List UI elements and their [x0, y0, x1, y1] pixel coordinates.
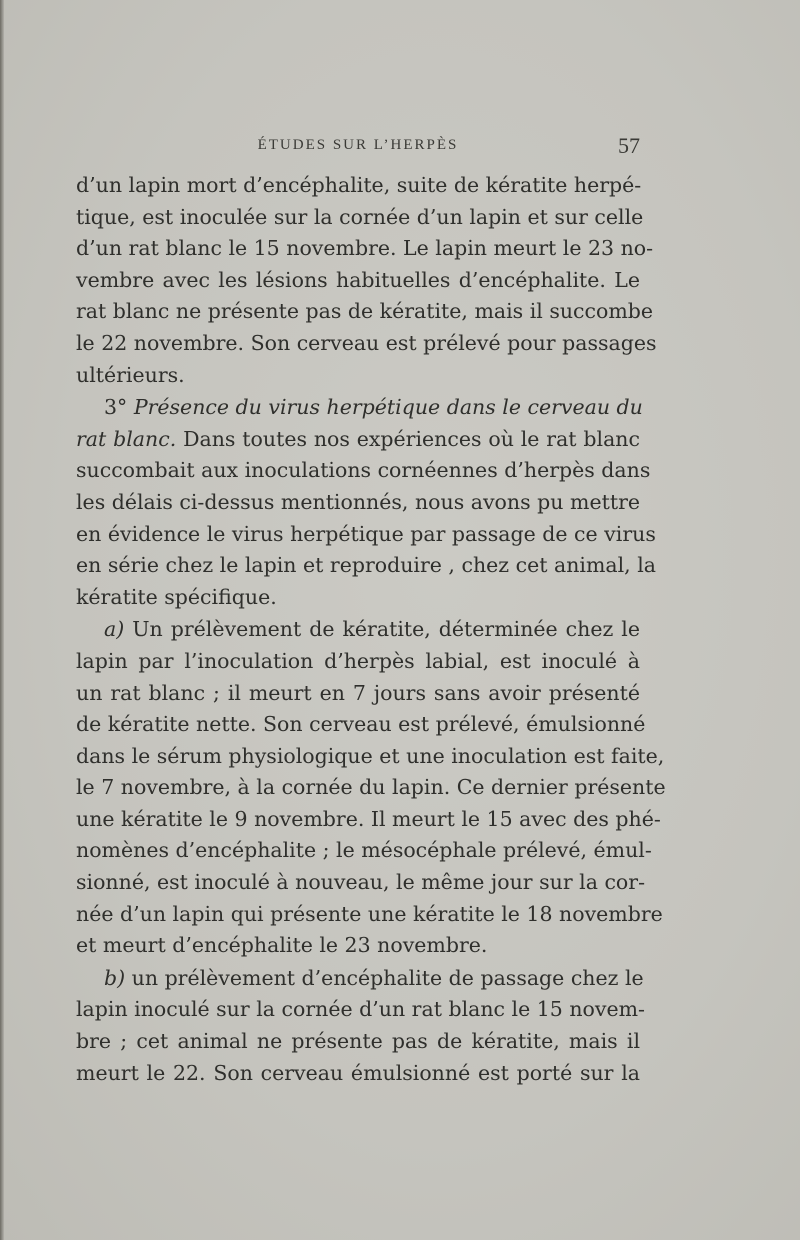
section-number: 3° [104, 395, 134, 420]
list-marker-a: a) [104, 617, 125, 642]
text-line: de kératite nette. Son cerveau est prélevé, émulsionné [76, 712, 646, 737]
section-text-start: Dans toutes nos expériences où le rat blanc [176, 426, 640, 451]
section-title-italic-cont: rat blanc. [76, 426, 177, 451]
text-line: vembre avec les lésions habituelles d’encéphalite. Le [76, 267, 640, 292]
text-line: un rat blanc ; il meurt en 7 jours sans avoir présenté [76, 680, 640, 705]
text-line: lapin inoculé sur la cornée d’un rat blanc le 15 novem- [76, 997, 645, 1022]
text-line [76, 392, 643, 424]
text-line [76, 424, 640, 456]
paragraph-1 [76, 170, 657, 391]
text-line: le 7 novembre, à la cornée du lapin. Ce dernier présente [76, 775, 666, 800]
text-line: le 22 novembre. Son cerveau est prélevé pour passages [76, 330, 657, 355]
text-line [76, 963, 644, 995]
page-number: 57 [618, 133, 640, 158]
text-line: nomènes d’encéphalite ; le mésocéphale prélevé, émul- [76, 838, 652, 863]
body-text [76, 170, 666, 1089]
text-line: en série chez le lapin et reproduire , chez cet animal, la [76, 553, 656, 578]
text-line [76, 614, 640, 646]
running-head: ÉTUDES SUR L’HERPÈS [257, 137, 459, 153]
text-line: succombait aux inoculations cornéennes d’herpès dans [76, 458, 651, 483]
paragraph-a [76, 614, 666, 962]
text-line: meurt le 22. Son cerveau émulsionné est porté sur la [76, 1060, 640, 1085]
text-line: kératite spécifique. [76, 584, 277, 609]
text-line: dans le sérum physiologique et une inoculation est faite, [76, 743, 665, 768]
text-line: née d’un lapin qui présente une kératite le 18 novembre [76, 901, 663, 926]
paragraph-a-first: Un prélèvement de kératite, déterminée chez le [124, 617, 640, 642]
text-line: lapin par l’inoculation d’herpès labial, est inoculé à [76, 648, 640, 673]
paragraph-2 [76, 392, 656, 613]
text-line: les délais ci-dessus mentionnés, nous avons pu mettre [76, 489, 640, 514]
text-line: bre ; cet animal ne présente pas de kératite, mais il [76, 1029, 640, 1054]
text-line: sionné, est inoculé à nouveau, le même jour sur la cor- [76, 870, 646, 895]
section-title-italic: Présence du virus herpétique dans le cerveau du [133, 395, 643, 420]
page-header [76, 133, 640, 161]
list-marker-b: b) [104, 965, 126, 990]
text-line: une kératite le 9 novembre. Il meurt le 15 avec des phé- [76, 806, 661, 831]
text-line: d’un rat blanc le 15 novembre. Le lapin meurt le 23 no- [76, 236, 654, 261]
paragraph-b-first: un prélèvement d’encéphalite de passage chez le [125, 965, 644, 990]
page-left-edge-shadow [0, 0, 4, 1240]
paragraph-b [76, 963, 645, 1089]
text-line: et meurt d’encéphalite le 23 novembre. [76, 933, 488, 958]
text-line: d’un lapin mort d’encéphalite, suite de kératite herpé- [76, 173, 642, 197]
text-line: ultérieurs. [76, 362, 185, 387]
text-line: tique, est inoculée sur la cornée d’un lapin et sur celle [76, 204, 644, 229]
text-line: rat blanc ne présente pas de kératite, mais il succombe [76, 299, 654, 324]
text-line: en évidence le virus herpétique par passage de ce virus [76, 521, 656, 546]
